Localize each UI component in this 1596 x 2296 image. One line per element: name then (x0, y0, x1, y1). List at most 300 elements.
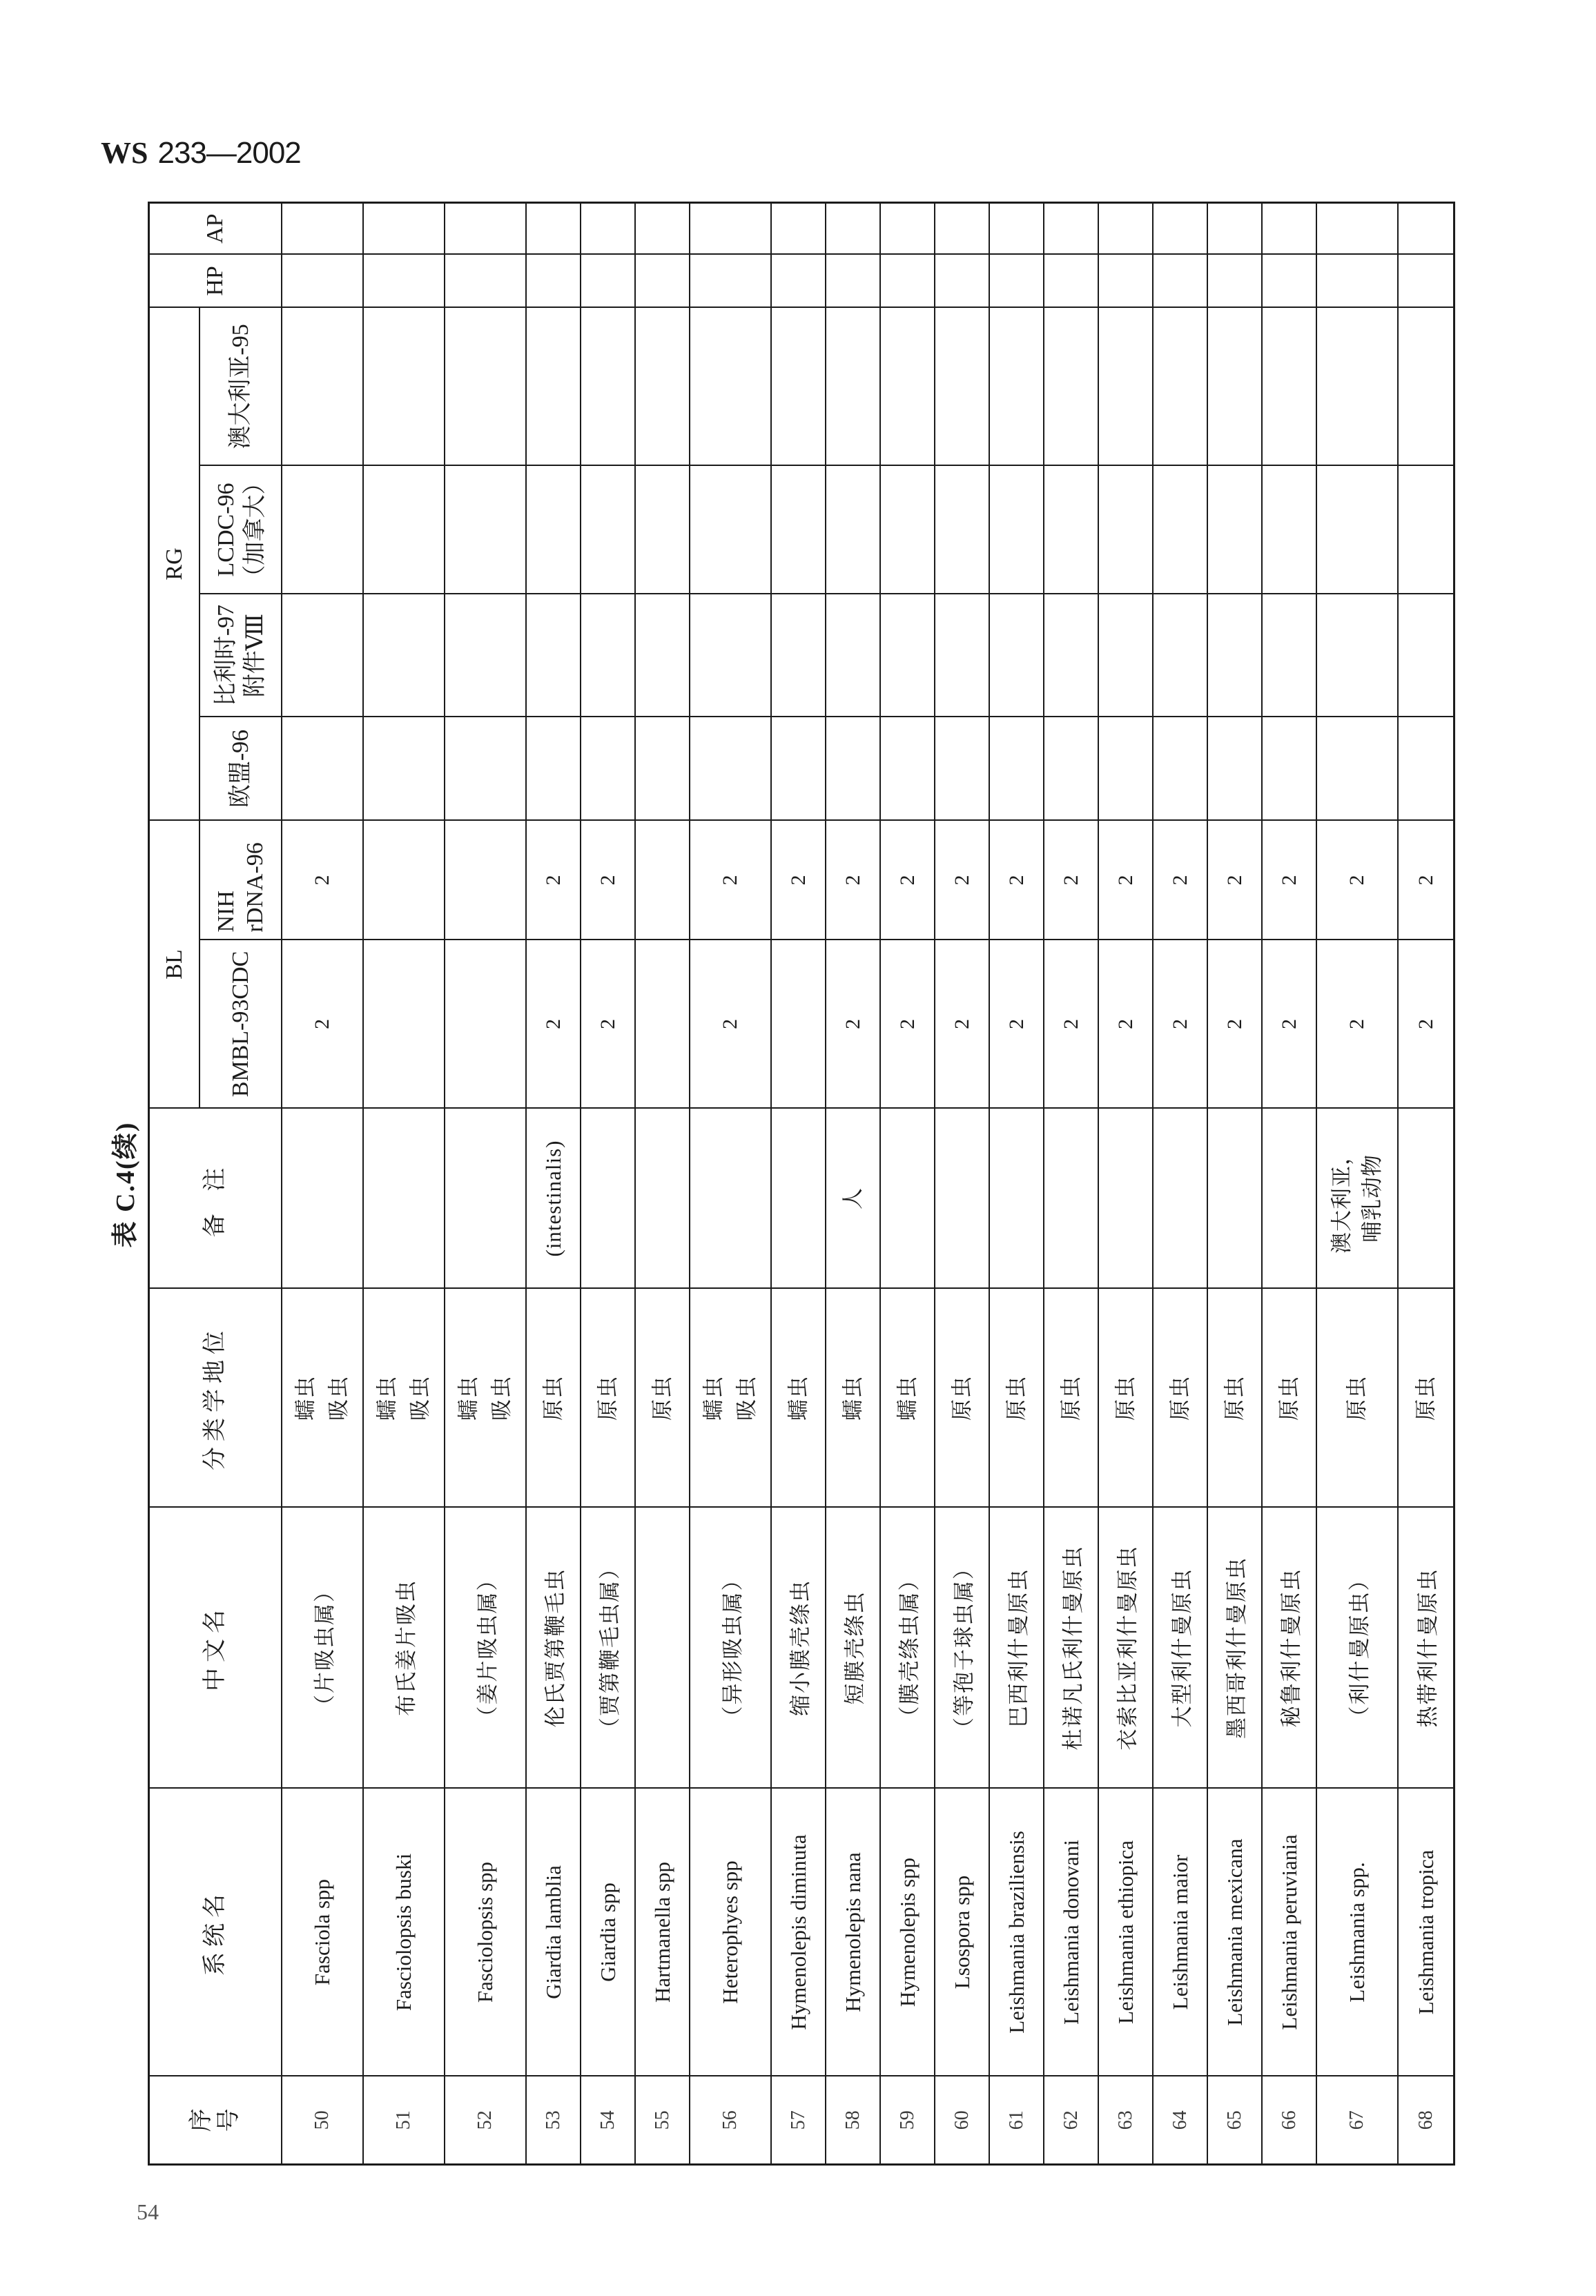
chinese-name: 热带利什曼原虫 (1398, 1508, 1454, 1789)
hp-value (1098, 254, 1153, 307)
taxonomy-line: 吸虫 (489, 1375, 514, 1421)
lcdc-value (1098, 465, 1153, 594)
taxonomy-line: 原虫 (1276, 1375, 1301, 1421)
australia-value (1098, 307, 1153, 465)
nih-value: 2 (1153, 820, 1207, 940)
bmbl-value: 2 (1316, 940, 1398, 1109)
ap-value (282, 202, 363, 254)
bmbl-value (445, 940, 526, 1109)
eu-value (1262, 717, 1316, 820)
table-row (1262, 202, 1316, 2164)
chinese-name: 秘鲁利什曼原虫 (1262, 1508, 1316, 1789)
nih-value: 2 (1044, 820, 1098, 940)
col-header-nih (200, 820, 282, 940)
taxonomy-line: 原虫 (1222, 1375, 1247, 1421)
lcdc-value (1262, 465, 1316, 594)
col-header-no-label: 序号 (188, 2108, 242, 2132)
row-number: 66 (1262, 2076, 1316, 2165)
lcdc-value (771, 465, 826, 594)
australia-value (526, 307, 581, 465)
remark-line: 澳大利亚， (1330, 1143, 1354, 1254)
row-number: 68 (1398, 2076, 1454, 2165)
col-header-australia: 澳大利亚-95 (200, 307, 282, 465)
taxonomy-line: 原虫 (650, 1375, 674, 1421)
remark (935, 1109, 989, 1289)
ap-value (935, 202, 989, 254)
taxonomy-line: 原虫 (595, 1375, 620, 1421)
row-number: 54 (581, 2076, 635, 2165)
ap-value (880, 202, 935, 254)
belgium-value (935, 594, 989, 717)
hp-value (1044, 254, 1098, 307)
belgium-value (1398, 594, 1454, 717)
bmbl-value: 2 (526, 940, 581, 1109)
remark (1098, 1109, 1153, 1289)
chinese-name: （膜壳绦虫属） (880, 1508, 935, 1789)
table-row (363, 202, 445, 2164)
row-number: 62 (1044, 2076, 1098, 2165)
nih-value (445, 820, 526, 940)
col-header-eu: 欧盟-96 (200, 717, 282, 820)
chinese-name: 衣索比亚利什曼原虫 (1098, 1508, 1153, 1789)
remark (989, 1109, 1044, 1289)
col-header-no (149, 2076, 282, 2165)
remark-line: (intestinalis) (541, 1140, 565, 1257)
eu-value (771, 717, 826, 820)
col-header-bl: BL (149, 820, 200, 1108)
eu-value (989, 717, 1044, 820)
remark (581, 1109, 635, 1289)
nih-value: 2 (826, 820, 880, 940)
chinese-name: 大型利什曼原虫 (1153, 1508, 1207, 1789)
chinese-name: 墨西哥利什曼原虫 (1207, 1508, 1262, 1789)
remark (826, 1109, 880, 1289)
chinese-name: 伦氏贾第鞭毛虫 (526, 1508, 581, 1789)
chinese-name: 短膜壳绦虫 (826, 1508, 880, 1789)
australia-value (1316, 307, 1398, 465)
chinese-name: （利什曼原虫） (1316, 1508, 1398, 1789)
belgium-value (1316, 594, 1398, 717)
col-header-hp: HP (149, 254, 282, 307)
taxonomy (771, 1289, 826, 1508)
rotated-table-block (104, 204, 1440, 2166)
australia-value (1398, 307, 1454, 465)
taxonomy-line: 原虫 (1345, 1375, 1369, 1421)
eu-value (635, 717, 690, 820)
belgium-value (635, 594, 690, 717)
belgium-value (1153, 594, 1207, 717)
table-row (1398, 202, 1454, 2164)
row-number: 63 (1098, 2076, 1153, 2165)
ap-value (1398, 202, 1454, 254)
nih-value: 2 (935, 820, 989, 940)
eu-value (1044, 717, 1098, 820)
hp-value (1153, 254, 1207, 307)
ap-value (1316, 202, 1398, 254)
bmbl-value: 2 (282, 940, 363, 1109)
hp-value (363, 254, 445, 307)
system-name: Lsospora spp (935, 1789, 989, 2076)
nih-value (635, 820, 690, 940)
row-number: 53 (526, 2076, 581, 2165)
chinese-name: 缩小膜壳绦虫 (771, 1508, 826, 1789)
taxonomy (1207, 1289, 1262, 1508)
remark (771, 1109, 826, 1289)
bmbl-value (771, 940, 826, 1109)
system-name: Hymenolepis nana (826, 1789, 880, 2076)
table-row (282, 202, 363, 2164)
nih-value: 2 (1262, 820, 1316, 940)
hp-value (282, 254, 363, 307)
remark (1207, 1109, 1262, 1289)
remark (1153, 1109, 1207, 1289)
system-name: Fasciolopsis buski (363, 1789, 445, 2076)
ap-value (445, 202, 526, 254)
ap-value (526, 202, 581, 254)
nih-value: 2 (282, 820, 363, 940)
col-header-belgium-line: 比利时-97 (213, 604, 239, 707)
australia-value (935, 307, 989, 465)
taxonomy-line: 原虫 (1413, 1375, 1438, 1421)
taxonomy (635, 1289, 690, 1508)
hp-value (771, 254, 826, 307)
belgium-value (363, 594, 445, 717)
table-row (880, 202, 935, 2164)
col-header-lcdc-line: （加拿大） (242, 471, 268, 589)
lcdc-value (1044, 465, 1098, 594)
ap-value (1262, 202, 1316, 254)
taxonomy (526, 1289, 581, 1508)
taxonomy-line: 原虫 (1167, 1375, 1192, 1421)
australia-value (989, 307, 1044, 465)
remark (526, 1109, 581, 1289)
nih-value: 2 (1098, 820, 1153, 940)
lcdc-value (635, 465, 690, 594)
remark (1398, 1109, 1454, 1289)
taxonomy (1398, 1289, 1454, 1508)
ap-value (989, 202, 1044, 254)
remark (1044, 1109, 1098, 1289)
taxonomy (1098, 1289, 1153, 1508)
row-number: 65 (1207, 2076, 1262, 2165)
nih-value: 2 (771, 820, 826, 940)
document-code-prefix: WS (101, 136, 148, 170)
hp-value (989, 254, 1044, 307)
taxonomy (445, 1289, 526, 1508)
chinese-name: 杜诺凡氏利什曼原虫 (1044, 1508, 1098, 1789)
chinese-name: （片吸虫属） (282, 1508, 363, 1789)
hp-value (690, 254, 771, 307)
col-header-system-name: 系统名 (149, 1789, 282, 2076)
header-row (149, 202, 200, 2164)
lcdc-value (880, 465, 935, 594)
lcdc-value (1153, 465, 1207, 594)
chinese-name: 巴西利什曼原虫 (989, 1508, 1044, 1789)
taxonomy (1153, 1289, 1207, 1508)
system-name: Leishmania mexicana (1207, 1789, 1262, 2076)
system-name: Leishmania tropica (1398, 1789, 1454, 2076)
col-header-belgium-line: 附件Ⅷ (242, 613, 268, 698)
taxonomy (989, 1289, 1044, 1508)
hp-value (1262, 254, 1316, 307)
remark (880, 1109, 935, 1289)
system-name: Giardia spp (581, 1789, 635, 2076)
table-row (445, 202, 526, 2164)
belgium-value (526, 594, 581, 717)
eu-value (826, 717, 880, 820)
col-header-taxonomy: 分类学地位 (149, 1289, 282, 1508)
taxonomy-line: 原虫 (1004, 1375, 1029, 1421)
nih-value: 2 (1398, 820, 1454, 940)
nih-value (363, 820, 445, 940)
bmbl-value: 2 (690, 940, 771, 1109)
belgium-value (826, 594, 880, 717)
taxonomy-line: 原虫 (1113, 1375, 1138, 1421)
belgium-value (1207, 594, 1262, 717)
system-name: Leishmania peruviania (1262, 1789, 1316, 2076)
hp-value (526, 254, 581, 307)
nih-value: 2 (581, 820, 635, 940)
bmbl-value: 2 (1044, 940, 1098, 1109)
col-header-nih-line: NIH (213, 891, 239, 933)
row-number: 60 (935, 2076, 989, 2165)
table-row (581, 202, 635, 2164)
hp-value (826, 254, 880, 307)
taxonomy-line: 蠕虫 (375, 1375, 399, 1421)
belgium-value (690, 594, 771, 717)
system-name: Leishmania braziliensis (989, 1789, 1044, 2076)
row-number: 50 (282, 2076, 363, 2165)
table-row (771, 202, 826, 2164)
table-row (1153, 202, 1207, 2164)
chinese-name: （贾第鞭毛虫属） (581, 1508, 635, 1789)
australia-value (1207, 307, 1262, 465)
hp-value (445, 254, 526, 307)
eu-value (526, 717, 581, 820)
taxonomy (880, 1289, 935, 1508)
taxonomy (363, 1289, 445, 1508)
australia-value (445, 307, 526, 465)
chinese-name (635, 1508, 690, 1789)
eu-value (282, 717, 363, 820)
ap-value (1044, 202, 1098, 254)
hp-value (581, 254, 635, 307)
eu-value (880, 717, 935, 820)
ap-value (363, 202, 445, 254)
document-code-number: 233—2002 (157, 136, 301, 170)
hp-value (1316, 254, 1398, 307)
table-row (1044, 202, 1098, 2164)
australia-value (635, 307, 690, 465)
row-number: 59 (880, 2076, 935, 2165)
eu-value (363, 717, 445, 820)
data-table (148, 202, 1455, 2166)
taxonomy (282, 1289, 363, 1508)
hp-value (935, 254, 989, 307)
row-number: 55 (635, 2076, 690, 2165)
system-name: Leishmania ethiopica (1098, 1789, 1153, 2076)
australia-value (690, 307, 771, 465)
chinese-name: （姜片吸虫属） (445, 1508, 526, 1789)
bmbl-value: 2 (989, 940, 1044, 1109)
table-row (935, 202, 989, 2164)
nih-value: 2 (526, 820, 581, 940)
col-header-chinese-name: 中文名 (149, 1508, 282, 1789)
page-number: 54 (137, 2199, 159, 2224)
remark (445, 1109, 526, 1289)
col-header-ap: AP (149, 202, 282, 254)
bmbl-value: 2 (826, 940, 880, 1109)
lcdc-value (526, 465, 581, 594)
australia-value (771, 307, 826, 465)
remark-line: 人 (840, 1187, 865, 1209)
australia-value (581, 307, 635, 465)
hp-value (880, 254, 935, 307)
system-name: Fasciolopsis spp (445, 1789, 526, 2076)
bmbl-value: 2 (1398, 940, 1454, 1109)
lcdc-value (690, 465, 771, 594)
hp-value (1398, 254, 1454, 307)
eu-value (1098, 717, 1153, 820)
lcdc-value (826, 465, 880, 594)
taxonomy (690, 1289, 771, 1508)
taxonomy-line: 原虫 (949, 1375, 974, 1421)
lcdc-value (1207, 465, 1262, 594)
lcdc-value (282, 465, 363, 594)
eu-value (1207, 717, 1262, 820)
hp-value (1207, 254, 1262, 307)
table-row (1098, 202, 1153, 2164)
row-number: 56 (690, 2076, 771, 2165)
eu-value (1153, 717, 1207, 820)
ap-value (1098, 202, 1153, 254)
taxonomy-line: 原虫 (1058, 1375, 1083, 1421)
row-number: 64 (1153, 2076, 1207, 2165)
belgium-value (989, 594, 1044, 717)
row-number: 67 (1316, 2076, 1398, 2165)
taxonomy (1316, 1289, 1398, 1508)
eu-value (1398, 717, 1454, 820)
table-row (526, 202, 581, 2164)
eu-value (935, 717, 989, 820)
belgium-value (771, 594, 826, 717)
ap-value (1153, 202, 1207, 254)
row-number: 52 (445, 2076, 526, 2165)
system-name: Fasciola spp (282, 1789, 363, 2076)
chinese-name: 布氏姜片吸虫 (363, 1508, 445, 1789)
row-number: 51 (363, 2076, 445, 2165)
belgium-value (880, 594, 935, 717)
remark (1262, 1109, 1316, 1289)
lcdc-value (989, 465, 1044, 594)
nih-value: 2 (1316, 820, 1398, 940)
taxonomy (935, 1289, 989, 1508)
taxonomy-line: 蠕虫 (293, 1375, 318, 1421)
bmbl-value (363, 940, 445, 1109)
taxonomy-line: 蠕虫 (456, 1375, 480, 1421)
australia-value (826, 307, 880, 465)
taxonomy (1262, 1289, 1316, 1508)
australia-value (1262, 307, 1316, 465)
table-row (635, 202, 690, 2164)
col-header-remark: 备 注 (149, 1109, 282, 1289)
lcdc-value (935, 465, 989, 594)
lcdc-value (581, 465, 635, 594)
ap-value (581, 202, 635, 254)
remark (1316, 1109, 1398, 1289)
nih-value: 2 (1207, 820, 1262, 940)
eu-value (690, 717, 771, 820)
row-number: 58 (826, 2076, 880, 2165)
table-row (690, 202, 771, 2164)
chinese-name: （等孢子球虫属） (935, 1508, 989, 1789)
col-header-lcdc-line: LCDC-96 (213, 483, 239, 577)
table-row (1207, 202, 1262, 2164)
taxonomy (1044, 1289, 1098, 1508)
system-name: Hymenolepis diminuta (771, 1789, 826, 2076)
remark-line: 哺乳动物 (1360, 1154, 1384, 1243)
chinese-name: （异形吸虫属） (690, 1508, 771, 1789)
australia-value (1153, 307, 1207, 465)
taxonomy (826, 1289, 880, 1508)
ap-value (635, 202, 690, 254)
col-header-lcdc (200, 465, 282, 594)
lcdc-value (1398, 465, 1454, 594)
table-row (826, 202, 880, 2164)
bmbl-value: 2 (1098, 940, 1153, 1109)
col-header-rg: RG (149, 307, 200, 820)
taxonomy-line: 蠕虫 (786, 1375, 810, 1421)
taxonomy-line: 吸虫 (408, 1375, 432, 1421)
lcdc-value (445, 465, 526, 594)
belgium-value (1098, 594, 1153, 717)
bmbl-value: 2 (1153, 940, 1207, 1109)
table-caption: 表 C.4(续) (111, 1121, 140, 1248)
system-name: Heterophyes spp (690, 1789, 771, 2076)
lcdc-value (363, 465, 445, 594)
ap-value (690, 202, 771, 254)
rotated-table-area (104, 204, 1440, 2166)
table-row (1316, 202, 1398, 2164)
col-header-belgium (200, 594, 282, 717)
australia-value (282, 307, 363, 465)
bmbl-value: 2 (1207, 940, 1262, 1109)
remark (363, 1109, 445, 1289)
belgium-value (282, 594, 363, 717)
taxonomy-line: 吸虫 (734, 1375, 759, 1421)
nih-value: 2 (880, 820, 935, 940)
taxonomy (581, 1289, 635, 1508)
belgium-value (581, 594, 635, 717)
ap-value (826, 202, 880, 254)
bmbl-value: 2 (935, 940, 989, 1109)
australia-value (363, 307, 445, 465)
system-name: Giardia lamblia (526, 1789, 581, 2076)
hp-value (635, 254, 690, 307)
system-name: Leishmania maior (1153, 1789, 1207, 2076)
eu-value (1316, 717, 1398, 820)
eu-value (445, 717, 526, 820)
nih-value: 2 (690, 820, 771, 940)
col-header-nih-line: rDNA-96 (242, 842, 268, 933)
nih-value: 2 (989, 820, 1044, 940)
ap-value (771, 202, 826, 254)
remark (282, 1109, 363, 1289)
taxonomy-line: 蠕虫 (840, 1375, 865, 1421)
remark (690, 1109, 771, 1289)
ap-value (1207, 202, 1262, 254)
taxonomy-line: 吸虫 (327, 1375, 351, 1421)
